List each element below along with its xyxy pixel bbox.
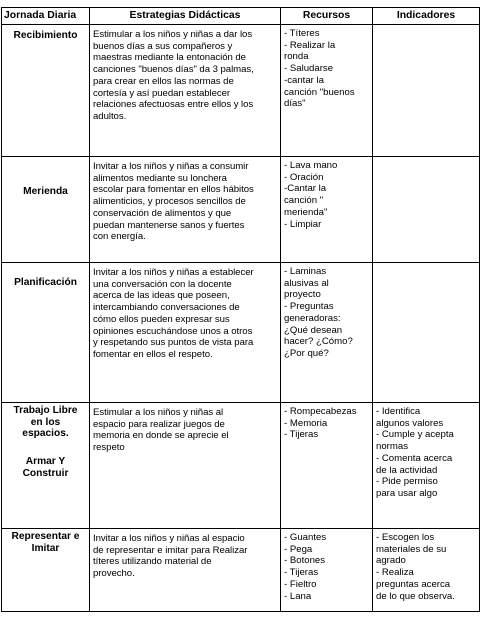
indicadores-line: - Realiza	[376, 567, 414, 579]
recursos-line: - Oración	[284, 171, 324, 183]
estrategias-cell	[90, 403, 281, 529]
indicadores-line: materiales de su	[376, 543, 447, 555]
recursos-line: - Botones	[284, 555, 326, 567]
jornada-cell	[2, 263, 90, 403]
estrategias-line: alimentos mediante su lonchera	[93, 172, 227, 184]
recursos-line: - Preguntas	[284, 301, 334, 313]
recursos-line: - Lava mano	[284, 160, 338, 171]
indicadores-line: normas	[376, 441, 408, 453]
recursos-line: - Lana	[284, 590, 312, 602]
indicadores-cell	[373, 263, 480, 403]
recursos-cell	[281, 529, 373, 612]
estrategias-line: una conversación con la docente	[93, 278, 232, 290]
header-jornada: Jornada Diaria	[2, 8, 90, 25]
header-row	[2, 8, 480, 25]
recursos-line: ¿Por qué?	[284, 347, 329, 359]
estrategias-line: respeto	[93, 442, 125, 454]
estrategias-line: de representar e imitar para Realizar	[93, 544, 248, 556]
recursos-line: - Tijeras	[284, 567, 319, 579]
estrategias-line: canciones "buenos días" da 3 palmas,	[93, 64, 254, 76]
estrategias-line: opiniones escuchándose unos a otros	[93, 325, 253, 337]
estrategias-line: conservación de alimentos y que	[93, 207, 232, 219]
estrategias-line: memoria en donde se aprecie el	[93, 430, 229, 442]
estrategias-line: adultos.	[93, 110, 127, 122]
indicadores-line: - Pide permiso	[376, 476, 438, 488]
recursos-line: - Pega	[284, 543, 313, 555]
recursos-cell	[281, 403, 373, 529]
estrategias-line: Invitar a los niños y niñas a consumir	[93, 161, 249, 172]
recursos-line: ¿Qué desean	[284, 324, 343, 336]
recursos-cell	[281, 25, 373, 157]
recursos-line: canción "	[284, 195, 324, 207]
recursos-line: - Rompecabezas	[284, 406, 357, 417]
estrategias-line: Estimular a los niños y niñas al	[93, 407, 224, 418]
recursos-line: generadoras:	[284, 312, 341, 324]
recursos-line: -cantar la	[284, 74, 324, 86]
planning-table	[1, 7, 480, 612]
estrategias-line: buenos días a sus compañeros y	[93, 40, 233, 52]
estrategias-line: Invitar a los niños y niñas a establecer	[93, 267, 254, 278]
recursos-line: proyecto	[284, 289, 321, 301]
recursos-line: - Realizar la	[284, 39, 336, 51]
estrategias-line: escolar para fomentar en ellos hábitos	[93, 184, 254, 196]
row-merienda	[2, 157, 480, 263]
recursos-line: - Memoria	[284, 417, 328, 429]
row-representar	[2, 529, 480, 612]
recursos-line: ronda	[284, 51, 309, 63]
recursos-line: - Fieltro	[284, 578, 317, 590]
estrategias-line: relaciones afectuosas entre ellos y los	[93, 99, 254, 111]
estrategias-line: Estimular a los niños y niñas a dar los	[93, 29, 253, 40]
indicadores-line: preguntas acerca	[376, 578, 451, 590]
recursos-line: - Guantes	[284, 532, 327, 543]
recursos-line: hacer? ¿Cómo?	[284, 336, 353, 348]
indicadores-line: - Identifica	[376, 406, 421, 417]
jornada-label: Trabajo Libre	[13, 405, 78, 416]
recursos-line: merienda"	[284, 206, 328, 218]
estrategias-line: y respetando sus puntos de vista para	[93, 337, 254, 349]
indicadores-line: - Cumple y acepta	[376, 429, 454, 441]
indicadores-line: agrado	[376, 555, 406, 567]
recursos-line: días"	[284, 98, 306, 110]
estrategias-cell	[90, 157, 281, 263]
row-trabajo-libre	[2, 403, 480, 529]
estrategias-line: puedan mantenerse sanos y fuertes	[93, 219, 245, 231]
recursos-line: alusivas al	[284, 277, 329, 289]
indicadores-cell	[373, 529, 480, 612]
jornada-cell	[2, 25, 90, 157]
indicadores-cell	[373, 25, 480, 157]
recursos-line: - Limpiar	[284, 218, 322, 230]
estrategias-line: para crear en ellos las normas de	[93, 75, 234, 87]
indicadores-line: de la actividad	[376, 464, 438, 476]
recursos-cell	[281, 157, 373, 263]
indicadores-line: de lo que observa.	[376, 590, 455, 602]
row-recibimiento	[2, 25, 480, 157]
header-recursos: Recursos	[281, 8, 373, 25]
recursos-line: - Laminas	[284, 266, 327, 277]
indicadores-line: - Escogen los	[376, 532, 435, 543]
recursos-line: canción "buenos	[284, 86, 355, 98]
estrategias-cell	[90, 263, 281, 403]
indicadores-line: para usar algo	[376, 487, 438, 499]
jornada-label: Imitar	[31, 542, 60, 554]
jornada-cell	[2, 157, 90, 263]
estrategias-line: intercambiando conversaciones de	[93, 302, 240, 314]
recursos-line: - Saludarse	[284, 63, 334, 75]
jornada-label: Merienda	[23, 186, 68, 197]
jornada-cell	[2, 403, 90, 529]
estrategias-line: provecho.	[93, 568, 135, 580]
estrategias-line: cortesía y así puedan establecer	[93, 87, 231, 99]
recursos-line: - Tijeras	[284, 429, 319, 441]
row-planificacion	[2, 263, 480, 403]
jornada-label: espacios.	[22, 428, 69, 440]
estrategias-cell	[90, 529, 281, 612]
estrategias-line: cómo ellos pueden expresar sus	[93, 313, 230, 325]
header-estrategias: Estrategias Didácticas	[90, 8, 281, 25]
recursos-cell	[281, 263, 373, 403]
recursos-line: - Títeres	[284, 28, 320, 39]
estrategias-line: títeres utilizando material de	[93, 556, 212, 568]
indicadores-cell	[373, 157, 480, 263]
jornada-label: Recibimiento	[13, 30, 78, 41]
estrategias-line: alimenticios, y procesos sencillos de	[93, 196, 246, 208]
indicadores-cell	[373, 403, 480, 529]
jornada-cell	[2, 529, 90, 612]
header-indicadores: Indicadores	[373, 8, 480, 25]
estrategias-line: maestras mediante la entonación de	[93, 52, 246, 64]
estrategias-line: espacio para realizar juegos de	[93, 418, 225, 430]
jornada-label: en los	[30, 416, 61, 428]
indicadores-line: algunos valores	[376, 417, 444, 429]
estrategias-cell	[90, 25, 281, 157]
estrategias-line: Invitar a los niños y niñas al espacio	[93, 533, 245, 544]
indicadores-line: - Comenta acerca	[376, 452, 453, 464]
estrategias-line: fomentar en ellos el respeto.	[93, 348, 213, 360]
estrategias-line: con energía.	[93, 231, 146, 243]
estrategias-line: acerca de las ideas que poseen,	[93, 290, 230, 302]
jornada-sublabel: Construir	[22, 467, 69, 479]
jornada-label: Representar e	[11, 531, 80, 542]
recursos-line: -Cantar la	[284, 183, 327, 195]
jornada-label: Planificación	[14, 277, 77, 288]
jornada-sublabel: Armar Y	[25, 456, 66, 468]
